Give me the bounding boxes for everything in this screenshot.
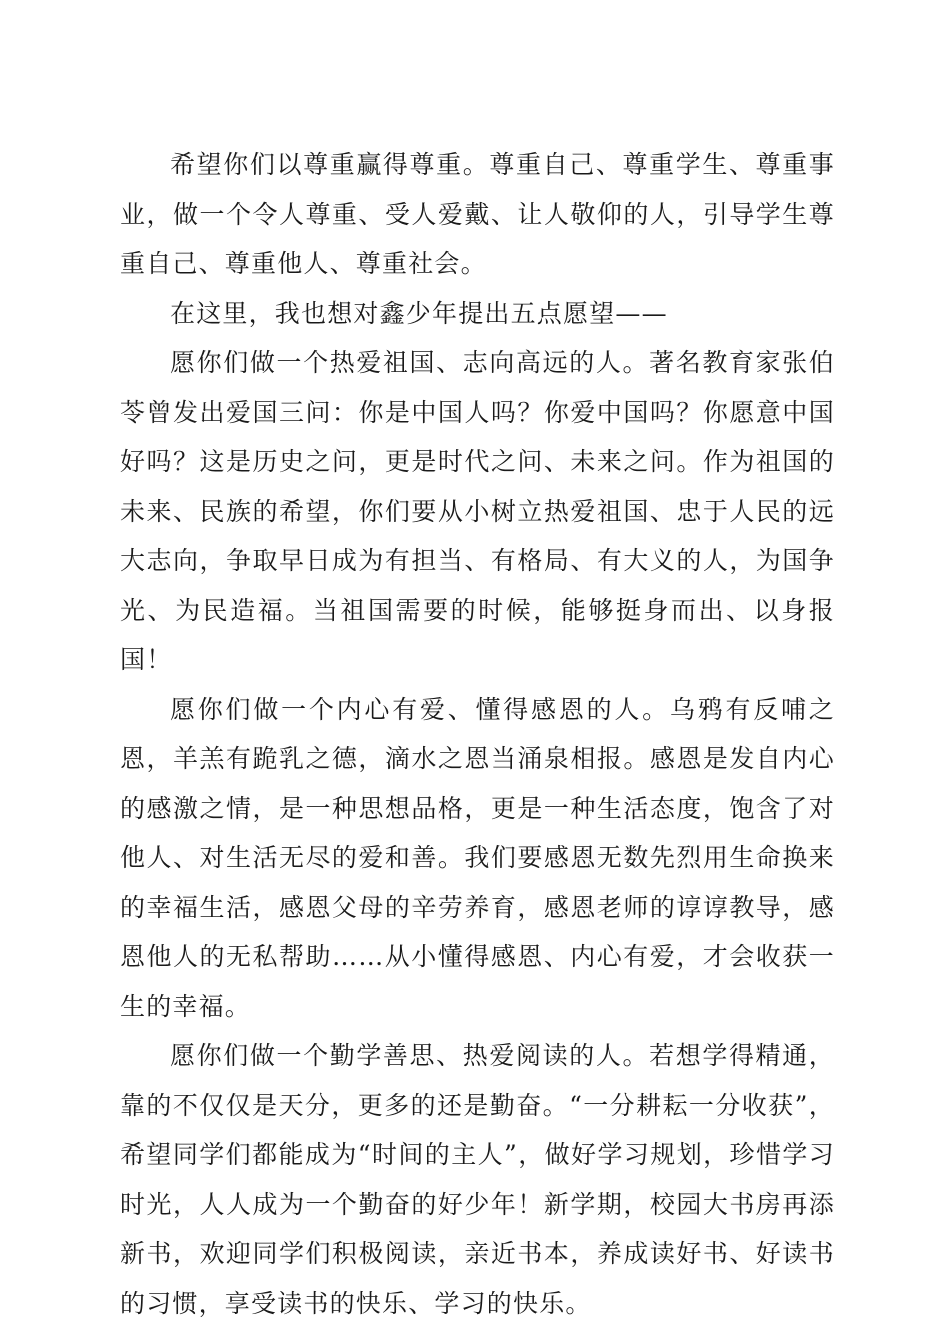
paragraph-love-country: 愿你们做一个热爱祖国、志向高远的人。著名教育家张伯苓曾发出爱国三问：你是中国人吗？你爱中国吗？你愿意中国好吗？这是历史之问，更是时代之问、未来之问。作为祖国的未来、民族的希望，你们要从小树立热爱祖国、忠于人民的远大志向，争取早日成为有担当、有格局、有大义的人，为国争光、为民造福。当祖国需要的时候，能够挺身而出、以身报国！ <box>120 348 835 674</box>
paragraph-five-wishes-intro: 在这里，我也想对鑫少年提出五点愿望—— <box>170 298 668 328</box>
document-body <box>120 140 835 1328</box>
paragraph-diligent-reading: 愿你们做一个勤学善思、热爱阅读的人。若想学得精通，靠的不仅仅是天分，更多的还是勤奋。“一分耕耘一分收获”，希望同学们都能成为“时间的主人”，做好学习规划，珍惜学习时光，人人成为一个勤奋的好少年！新学期，校园大书房再添新书，欢迎同学们积极阅读，亲近书本，养成读好书、好读书的习惯，享受读书的快乐、学习的快乐。 <box>120 1041 835 1318</box>
paragraph-gratitude: 愿你们做一个内心有爱、懂得感恩的人。乌鸦有反哺之恩，羊羔有跪乳之德，滴水之恩当涌泉相报。感恩是发自内心的感激之情，是一种思想品格，更是一种生活态度，饱含了对他人、对生活无尽的爱和善。我们要感恩无数先烈用生命换来的幸福生活，感恩父母的辛劳养育，感恩老师的谆谆教导，感恩他人的无私帮助……从小懂得感恩、内心有爱，才会收获一生的幸福。 <box>120 694 835 1021</box>
paragraph-respect: 希望你们以尊重赢得尊重。尊重自己、尊重学生、尊重事业，做一个令人尊重、受人爱戴、让人敬仰的人，引导学生尊重自己、尊重他人、尊重社会。 <box>120 150 835 278</box>
